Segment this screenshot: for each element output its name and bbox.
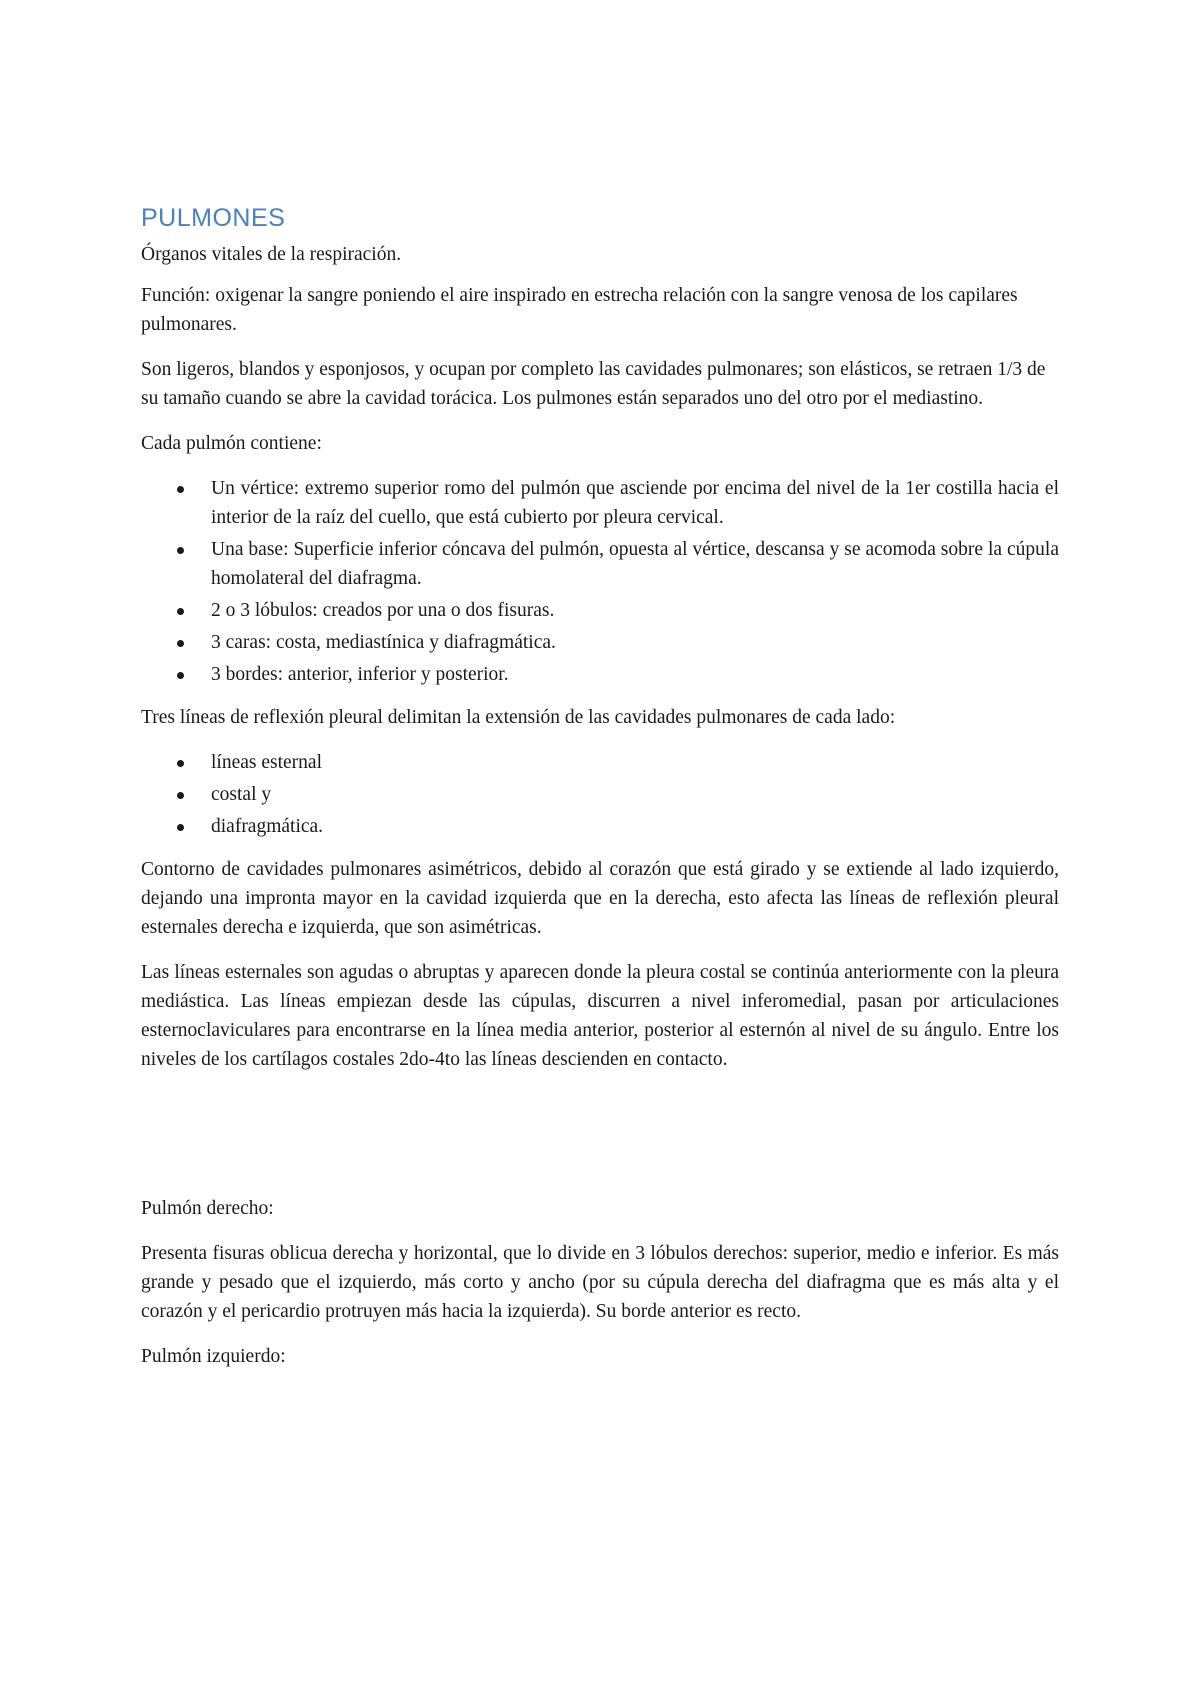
list-item bbox=[141, 812, 1059, 841]
bullet-icon bbox=[177, 760, 184, 767]
list-item bbox=[141, 660, 1059, 689]
list-item-text: Una base: Superficie inferior cóncava del pulmón, opuesta al vértice, descansa y se acomoda sobre la cúpula homolateral del diafragma. bbox=[211, 539, 1059, 589]
list-item-text: 3 caras: costa, mediastínica y diafragmática. bbox=[211, 632, 556, 653]
intro-paragraph: Órganos vitales de la respiración. bbox=[141, 244, 402, 265]
list-item-text: líneas esternal bbox=[211, 752, 322, 773]
reflection-lines-list bbox=[141, 748, 1059, 841]
blank-space bbox=[141, 1090, 1059, 1194]
right-lung-heading: Pulmón derecho: bbox=[141, 1198, 274, 1219]
list-item bbox=[141, 780, 1059, 809]
list-item-text: 2 o 3 lóbulos: creados por una o dos fisuras. bbox=[211, 600, 555, 621]
bullet-icon bbox=[177, 547, 184, 554]
page-title: PULMONES bbox=[141, 204, 286, 232]
bullet-icon bbox=[177, 792, 184, 799]
function-paragraph: Función: oxigenar la sangre poniendo el aire inspirado en estrecha relación con la sangre venosa de los capilares pulmonares. bbox=[141, 285, 1018, 335]
bullet-icon bbox=[177, 486, 184, 493]
list-item-text: Un vértice: extremo superior romo del pulmón que asciende por encima del nivel de la 1er costilla hacia el interior de la raíz del cuello, que está cubierto por pleura cervical. bbox=[211, 478, 1059, 528]
list-item bbox=[141, 628, 1059, 657]
contains-list bbox=[141, 474, 1059, 689]
bullet-icon bbox=[177, 824, 184, 831]
right-lung-paragraph: Presenta fisuras oblicua derecha y horizontal, que lo divide en 3 lóbulos derechos: superior, medio e inferior. Es más grande y pesado que el izquierdo, más corto y ancho (por su cúpula derecha del diafragma que es más alta y el corazón y el pericardio protruyen más hacia la izquierda). Su borde anterior es recto. bbox=[141, 1243, 1059, 1322]
contour-paragraph: Contorno de cavidades pulmonares asimétricos, debido al corazón que está girado y se extiende al lado izquierdo, dejando una impronta mayor en la cavidad izquierda que en la derecha, esto afecta las líneas de reflexión pleural esternales derecha e izquierda, que son asimétricas. bbox=[141, 859, 1059, 938]
list-item bbox=[141, 748, 1059, 777]
bullet-icon bbox=[177, 672, 184, 679]
list-item-text: diafragmática. bbox=[211, 816, 324, 837]
contains-label: Cada pulmón contiene: bbox=[141, 433, 322, 454]
document-page bbox=[141, 202, 1059, 1387]
reflection-lines-label: Tres líneas de reflexión pleural delimitan la extensión de las cavidades pulmonares de cada lado: bbox=[141, 707, 896, 728]
list-item-text: 3 bordes: anterior, inferior y posterior. bbox=[211, 664, 509, 685]
bullet-icon bbox=[177, 608, 184, 615]
list-item-text: costal y bbox=[211, 784, 272, 805]
bullet-icon bbox=[177, 640, 184, 647]
left-lung-heading: Pulmón izquierdo: bbox=[141, 1346, 286, 1367]
description-paragraph: Son ligeros, blandos y esponjosos, y ocupan por completo las cavidades pulmonares; son elásticos, se retraen 1/3 de su tamaño cuando se abre la cavidad torácica. Los pulmones están separados uno del otro por el mediastino. bbox=[141, 359, 1046, 409]
sternal-lines-paragraph: Las líneas esternales son agudas o abruptas y aparecen donde la pleura costal se continúa anteriormente con la pleura mediástica. Las líneas empiezan desde las cúpulas, discurren a nivel inferomedial, pasan por articulaciones esternoclaviculares para encontrarse en la línea media anterior, posterior al esternón al nivel de su ángulo. Entre los niveles de los cartílagos costales 2do-4to las líneas descienden en contacto. bbox=[141, 962, 1059, 1070]
list-item bbox=[141, 535, 1059, 593]
list-item bbox=[141, 596, 1059, 625]
list-item bbox=[141, 474, 1059, 532]
